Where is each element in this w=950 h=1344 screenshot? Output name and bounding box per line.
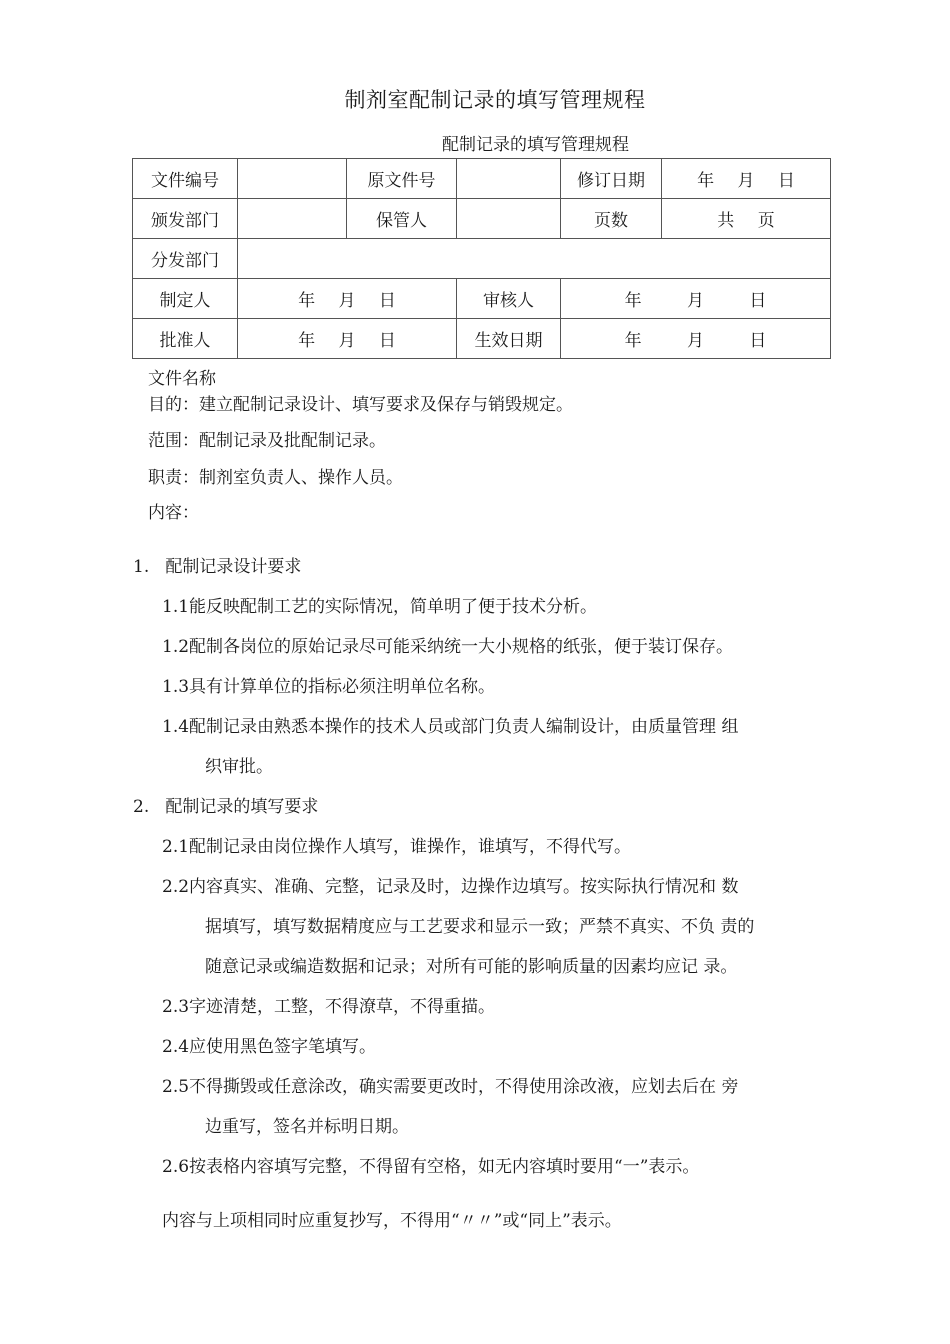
- value-issuing-dept: [238, 199, 347, 239]
- section-2-4: 2.4应使用黑色签字笔填写。: [162, 1037, 377, 1057]
- section-2-2-line-3: 随意记录或编造数据和记录；对所有可能的影响质量的因素均应记 录。: [205, 957, 738, 977]
- scope-paragraph: 范围：配制记录及批配制记录。: [148, 431, 386, 451]
- section-1-3: 1.3具有计算单位的指标必须注明单位名称。: [162, 677, 496, 697]
- label-page-count: 页数: [561, 199, 662, 239]
- section-1-1: 1.1能反映配制工艺的实际情况，简单明了便于技术分析。: [162, 597, 598, 617]
- section-2-5-line-1: 2.5不得撕毁或任意涂改，确实需要更改时，不得使用涂改液，应划去后在 旁: [162, 1077, 739, 1097]
- table-row: [133, 199, 831, 239]
- value-revision-date: 年 月 日: [662, 159, 831, 199]
- closing-paragraph: 内容与上项相同时应重复抄写，不得用“〃〃”或“同上”表示。: [162, 1211, 622, 1231]
- content-heading: 内容：: [148, 503, 199, 523]
- label-issuing-dept: 颁发部门: [133, 199, 238, 239]
- label-revision-date: 修订日期: [561, 159, 662, 199]
- section-1-heading: 1. 配制记录设计要求: [133, 557, 302, 577]
- label-custodian: 保管人: [347, 199, 457, 239]
- label-reviewer: 审核人: [457, 279, 561, 319]
- file-name-label: 文件名称: [148, 369, 216, 389]
- label-doc-number: 文件编号: [133, 159, 238, 199]
- value-approval-date: 年 月 日: [238, 319, 457, 359]
- section-1-4-line-1: 1.4配制记录由熟悉本操作的技术人员或部门负责人编制设计，由质量管理 组: [162, 717, 739, 737]
- document-title: 制剂室配制记录的填写管理规程: [344, 88, 646, 112]
- table-row: [133, 279, 831, 319]
- value-original-doc-number: [457, 159, 561, 199]
- document-control-table: [132, 158, 831, 359]
- table-row: [133, 239, 831, 279]
- section-2-2-line-1: 2.2内容真实、准确、完整，记录及时，边操作边填写。按实际执行情况和 数: [162, 877, 739, 897]
- label-author: 制定人: [133, 279, 238, 319]
- purpose-paragraph: 目的：建立配制记录设计、填写要求及保存与销毁规定。: [148, 395, 573, 415]
- label-effective-date: 生效日期: [457, 319, 561, 359]
- duty-paragraph: 职责：制剂室负责人、操作人员。: [148, 468, 403, 488]
- value-author-date: 年 月 日: [238, 279, 457, 319]
- label-approver: 批准人: [133, 319, 238, 359]
- value-distribution-dept: [238, 239, 831, 279]
- label-distribution-dept: 分发部门: [133, 239, 238, 279]
- value-effective-date: 年 月 日: [561, 319, 831, 359]
- section-2-heading: 2. 配制记录的填写要求: [133, 797, 319, 817]
- section-1-2: 1.2配制各岗位的原始记录尽可能采纳统一大小规格的纸张，便于装订保存。: [162, 637, 734, 657]
- value-doc-number: [238, 159, 347, 199]
- document-subtitle: 配制记录的填写管理规程: [442, 135, 629, 155]
- section-2-6: 2.6按表格内容填写完整，不得留有空格，如无内容填时要用“一”表示。: [162, 1157, 700, 1177]
- section-2-1: 2.1配制记录由岗位操作人填写，谁操作，谁填写，不得代写。: [162, 837, 632, 857]
- value-review-date: 年 月 日: [561, 279, 831, 319]
- section-1-4-line-2: 织审批。: [205, 757, 273, 777]
- value-custodian: [457, 199, 561, 239]
- label-original-doc-number: 原文件号: [347, 159, 457, 199]
- table-row: [133, 159, 831, 199]
- value-page-count: 共 页: [662, 199, 831, 239]
- section-2-2-line-2: 据填写，填写数据精度应与工艺要求和显示一致；严禁不真实、不负 责的: [205, 917, 755, 937]
- section-2-5-line-2: 边重写，签名并标明日期。: [205, 1117, 409, 1137]
- table-row: [133, 319, 831, 359]
- section-2-3: 2.3字迹清楚，工整，不得潦草，不得重描。: [162, 997, 496, 1017]
